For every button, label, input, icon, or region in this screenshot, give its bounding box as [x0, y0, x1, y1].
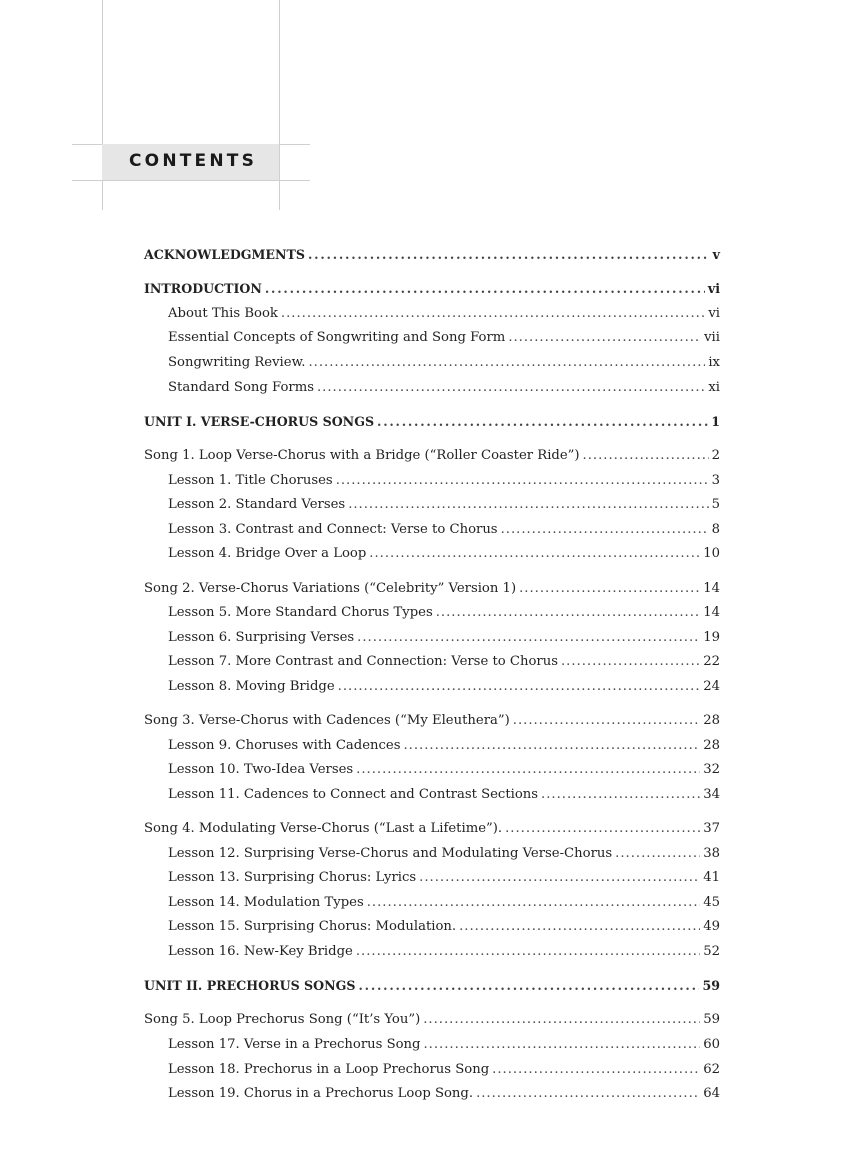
- toc-entry-page: 5: [711, 497, 720, 513]
- toc-entry[interactable]: [144, 281, 720, 306]
- section-gap: [144, 969, 720, 979]
- toc-entry[interactable]: [144, 679, 720, 704]
- dot-leader: [336, 473, 709, 488]
- toc-entry-page: 38: [703, 845, 720, 861]
- toc-entry-label: Lesson 18. Prechorus in a Loop Prechorus Song: [168, 1061, 490, 1077]
- toc-entry-page: 8: [711, 521, 720, 537]
- toc-entry-label: Lesson 12. Surprising Verse-Chorus and Modulating Verse-Chorus: [168, 845, 613, 861]
- toc-entry-label: Lesson 14. Modulation Types: [168, 894, 364, 910]
- dot-leader: [561, 654, 700, 669]
- toc-entry-label: Song 5. Loop Prechorus Song (“It’s You”): [144, 1012, 421, 1028]
- dot-leader: [508, 330, 701, 345]
- dot-leader: [317, 380, 705, 395]
- toc-entry[interactable]: [144, 713, 720, 738]
- toc-section: [144, 281, 720, 404]
- dot-leader: [615, 846, 700, 861]
- dot-leader: [492, 1062, 700, 1077]
- toc-entry-page: 19: [703, 629, 720, 645]
- toc-entry-page: 24: [703, 678, 720, 694]
- toc-entry[interactable]: [144, 247, 720, 272]
- toc-entry-label: Lesson 16. New-Key Bridge: [168, 944, 353, 959]
- toc-entry-label: Song 1. Loop Verse-Chorus with a Bridge (“Roller Coaster Ride”): [144, 447, 580, 463]
- toc-entry[interactable]: [144, 414, 720, 439]
- dot-leader: [501, 522, 709, 537]
- dot-leader: [308, 247, 710, 262]
- dot-leader: [358, 978, 699, 993]
- toc-entry[interactable]: [144, 546, 720, 571]
- frame-line-bottom: [72, 180, 310, 181]
- toc-entry-page: 3: [711, 472, 720, 488]
- dot-leader: [541, 787, 700, 802]
- dot-leader: [513, 713, 700, 728]
- dot-leader: [583, 448, 709, 463]
- dot-leader: [423, 1012, 700, 1027]
- toc-entry-label: About This Book: [168, 305, 278, 321]
- toc-entry-page: 62: [703, 1061, 720, 1077]
- toc-entry[interactable]: [144, 355, 720, 380]
- toc-entry-page: 10: [703, 546, 720, 562]
- toc-entry[interactable]: [144, 1012, 720, 1037]
- toc-entry[interactable]: [144, 473, 720, 498]
- dot-leader: [369, 546, 700, 561]
- toc-section: [144, 247, 720, 272]
- toc-entry-label: Lesson 6. Surprising Verses: [168, 629, 355, 645]
- toc-entry-page: xi: [708, 379, 720, 395]
- toc-entry-label: Song 2. Verse-Chorus Variations (“Celebrity” Version 1): [144, 580, 517, 596]
- toc-entry-page: 1: [711, 413, 720, 429]
- dot-leader: [357, 630, 700, 645]
- toc-entry-label: Lesson 8. Moving Bridge: [168, 678, 335, 694]
- toc-entry-page: 52: [703, 944, 720, 959]
- toc-section: [144, 821, 720, 969]
- section-gap: [144, 811, 720, 821]
- toc-entry[interactable]: [144, 846, 720, 871]
- dot-leader: [404, 738, 701, 753]
- toc-entry-label: Lesson 13. Surprising Chorus: Lyrics: [168, 870, 417, 886]
- toc-entry-label: UNIT II. PRECHORUS SONGS: [144, 978, 356, 994]
- toc-section: [144, 713, 720, 811]
- dot-leader: [377, 414, 708, 429]
- toc-entry-page: 14: [703, 605, 720, 621]
- toc-entry-label: Lesson 11. Cadences to Connect and Contrast Sections: [168, 786, 539, 802]
- toc-section: [144, 978, 720, 1003]
- toc-entry-label: Lesson 1. Title Choruses: [168, 472, 333, 488]
- dot-leader: [419, 870, 700, 885]
- toc-entry[interactable]: [144, 762, 720, 787]
- toc-entry-page: 37: [703, 821, 720, 837]
- dot-leader: [367, 895, 700, 910]
- section-gap: [144, 703, 720, 713]
- toc-entry[interactable]: [144, 522, 720, 547]
- toc-entry-label: Lesson 7. More Contrast and Connection: Verse to Chorus: [168, 654, 558, 670]
- toc-entry-page: 28: [703, 713, 720, 729]
- toc-section: [144, 414, 720, 439]
- toc-entry-label: Lesson 19. Chorus in a Prechorus Loop Song.: [168, 1086, 474, 1102]
- toc-entry-label: Essential Concepts of Songwriting and Song Form: [168, 330, 506, 346]
- toc-entry-label: Lesson 2. Standard Verses: [168, 497, 346, 513]
- section-gap: [144, 571, 720, 581]
- toc-entry-label: Song 4. Modulating Verse-Chorus (“Last a Lifetime”).: [144, 821, 503, 837]
- dot-leader: [356, 944, 700, 959]
- toc-entry[interactable]: [144, 821, 720, 846]
- toc-entry[interactable]: [144, 1086, 720, 1111]
- section-gap: [144, 404, 720, 414]
- section-gap: [144, 438, 720, 448]
- toc-entry-page: vii: [704, 330, 720, 346]
- toc-entry-label: ACKNOWLEDGMENTS: [144, 247, 306, 262]
- toc-entry-label: Lesson 17. Verse in a Prechorus Song: [168, 1036, 421, 1052]
- toc-entry[interactable]: [144, 919, 720, 944]
- toc-entry[interactable]: [144, 630, 720, 655]
- toc-entry-page: 45: [703, 894, 720, 910]
- toc-entry[interactable]: [144, 654, 720, 679]
- toc-entry[interactable]: [144, 787, 720, 812]
- toc-entry-page: 41: [703, 870, 720, 886]
- frame-line-right: [279, 0, 280, 210]
- toc-section: [144, 448, 720, 571]
- toc-entry-label: Lesson 9. Choruses with Cadences: [168, 737, 401, 753]
- toc-entry[interactable]: [144, 978, 720, 1003]
- toc-entry-page: 59: [702, 978, 720, 994]
- toc-entry[interactable]: [144, 380, 720, 405]
- toc-entry-page: 59: [703, 1012, 720, 1028]
- toc-entry-label: Lesson 15. Surprising Chorus: Modulation.: [168, 919, 457, 935]
- toc-entry[interactable]: [144, 581, 720, 606]
- toc-entry[interactable]: [144, 895, 720, 920]
- dot-leader: [476, 1086, 700, 1101]
- dot-leader: [356, 762, 700, 777]
- toc-entry-page: 28: [703, 737, 720, 753]
- toc-entry[interactable]: [144, 1062, 720, 1087]
- toc-entry-page: 49: [703, 919, 720, 935]
- toc-entry-label: Songwriting Review.: [168, 354, 306, 370]
- toc-entry[interactable]: [144, 870, 720, 895]
- toc-entry[interactable]: [144, 944, 720, 969]
- dot-leader: [308, 355, 705, 370]
- toc-entry-page: 14: [703, 580, 720, 596]
- toc-entry-page: ix: [708, 354, 720, 370]
- section-gap: [144, 272, 720, 282]
- dot-leader: [338, 679, 701, 694]
- toc-entry[interactable]: [144, 306, 720, 331]
- toc-entry-page: vi: [708, 305, 720, 321]
- toc-entry-page: 2: [711, 447, 720, 463]
- dot-leader: [281, 306, 705, 321]
- toc-section: [144, 1012, 720, 1110]
- toc-section: [144, 581, 720, 704]
- toc-entry-label: Lesson 5. More Standard Chorus Types: [168, 605, 433, 621]
- section-gap: [144, 1003, 720, 1013]
- toc-entry-page: v: [712, 247, 720, 262]
- toc-entry[interactable]: [144, 738, 720, 763]
- dot-leader: [459, 919, 700, 934]
- toc-entry[interactable]: [144, 448, 720, 473]
- toc-entry-page: 22: [703, 654, 720, 670]
- toc-entry-label: Song 3. Verse-Chorus with Cadences (“My Eleuthera”): [144, 713, 510, 729]
- toc-entry-label: UNIT I. VERSE-CHORUS SONGS: [144, 413, 375, 429]
- toc-entry-label: Lesson 10. Two-Idea Verses: [168, 762, 354, 778]
- dot-leader: [436, 605, 701, 620]
- toc-entry-page: 64: [703, 1086, 720, 1102]
- page-title: CONTENTS: [129, 151, 258, 171]
- toc-entry-label: INTRODUCTION: [144, 281, 262, 297]
- toc-entry[interactable]: [144, 330, 720, 355]
- toc-entry-label: Standard Song Forms: [168, 379, 314, 395]
- dot-leader: [505, 821, 700, 836]
- toc-entry-label: Lesson 4. Bridge Over a Loop: [168, 546, 367, 562]
- toc-entry-page: 34: [703, 786, 720, 802]
- dot-leader: [424, 1037, 701, 1052]
- toc-entry[interactable]: [144, 1037, 720, 1062]
- toc-entry-page: 60: [703, 1036, 720, 1052]
- toc-entry[interactable]: [144, 497, 720, 522]
- dot-leader: [519, 581, 700, 596]
- dot-leader: [265, 281, 705, 296]
- toc-entry[interactable]: [144, 605, 720, 630]
- table-of-contents: [144, 247, 720, 1111]
- toc-entry-page: vi: [707, 281, 720, 297]
- dot-leader: [348, 497, 708, 512]
- toc-entry-label: Lesson 3. Contrast and Connect: Verse to Chorus: [168, 521, 498, 537]
- toc-entry-page: 32: [703, 762, 720, 778]
